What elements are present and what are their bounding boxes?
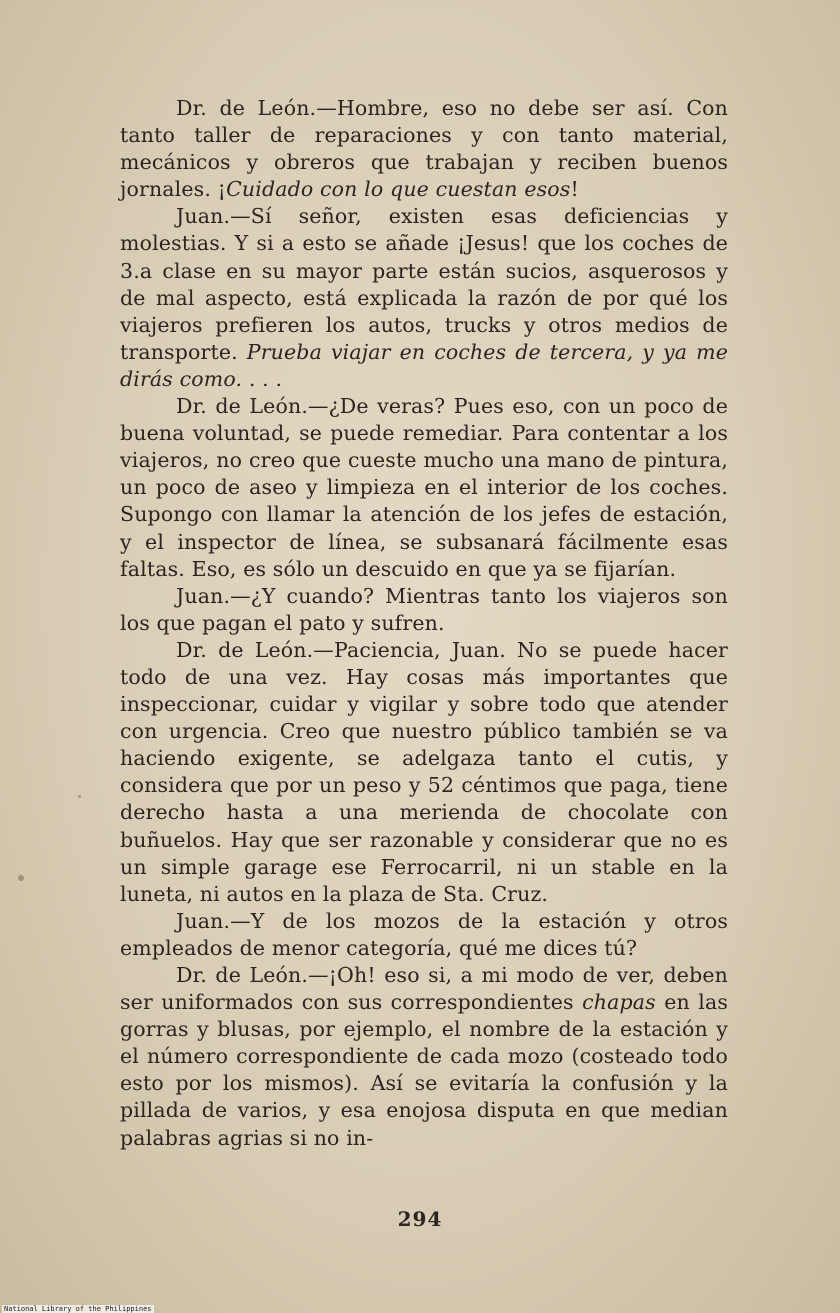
paragraph bbox=[120, 908, 728, 962]
text-run: Juan.—Sí señor, existen esas deficiencias y molestias. Y si a esto se añade ¡Jesus! que los coches de 3.a clase en su mayor parte están sucios, asquerosos y de mal aspecto, está explicada la razón de por qué los viajeros prefieren los autos, trucks y otros medios de transporte. bbox=[120, 204, 728, 364]
italic-text: Prueba viajar en coches de tercera, y ya me dirás como. . . . bbox=[120, 339, 728, 391]
paragraph bbox=[120, 393, 728, 583]
paragraph bbox=[120, 95, 728, 203]
italic-text: Cuidado con lo que cuestan esos bbox=[226, 177, 571, 202]
paper-speck bbox=[78, 795, 81, 798]
text-run: ! bbox=[570, 177, 579, 202]
footer-credit: National Library of the Philippines bbox=[4, 1305, 152, 1313]
body-text bbox=[120, 95, 728, 1152]
paragraph bbox=[120, 583, 728, 637]
text-run: Dr. de León.—¿De veras? Pues eso, con un poco de buena voluntad, se puede remediar. Para contentar a los viajeros, no creo que cueste mucho una mano de pintura, un poco de aseo y limpieza en el interior de los coches. Supongo con llamar la atención de los jefes de estación, y el inspector de línea, se subsanará fácilmente esas faltas. Eso, es sólo un descuido en que ya se fijarían. bbox=[120, 394, 728, 581]
paper-speck bbox=[18, 875, 24, 881]
page-number: 294 bbox=[397, 1207, 443, 1231]
paragraph bbox=[120, 637, 728, 908]
text-run: Dr. de León.—Paciencia, Juan. No se puede hacer todo de una vez. Hay cosas más importantes que inspeccionar, cuidar y vigilar y sobre todo que atender con urgencia. Creo que nuestro público también se va haciendo exigente, se adelgaza tanto el cutis, y considera que por un peso y 52 céntimos que paga, tiene derecho hasta a una merienda de chocolate con buñuelos. Hay que ser razonable y considerar que no es un simple garage ese Ferrocarril, ni un stable en la luneta, ni autos en la plaza de Sta. Cruz. bbox=[120, 637, 728, 906]
paragraph bbox=[120, 962, 728, 1152]
text-run: en las gorras y blusas, por ejemplo, el nombre de la estación y el número correspondiente de cada mozo (costeado todo esto por los mismos). Así se evitaría la confusión y la pillada de varios, y esa enojosa disputa en que median palabras agrias si no in- bbox=[120, 990, 729, 1150]
text-run: Dr. de León.—¡Oh! eso si, a mi modo de ver, deben ser uniformados con sus correspondientes bbox=[120, 963, 728, 1015]
text-run: Dr. de León.—Hombre, eso no debe ser así. Con tanto taller de reparaciones y con tanto material, mecánicos y obreros que trabajan y reciben buenos jornales. ¡ bbox=[120, 96, 728, 202]
italic-text: chapas bbox=[582, 990, 656, 1015]
text-run: Juan.—¿Y cuando? Mientras tanto los viajeros son los que pagan el pato y sufren. bbox=[120, 583, 728, 635]
text-run: Juan.—Y de los mozos de la estación y otros empleados de menor categoría, qué me dices tú? bbox=[120, 908, 728, 960]
paragraph bbox=[120, 203, 728, 393]
